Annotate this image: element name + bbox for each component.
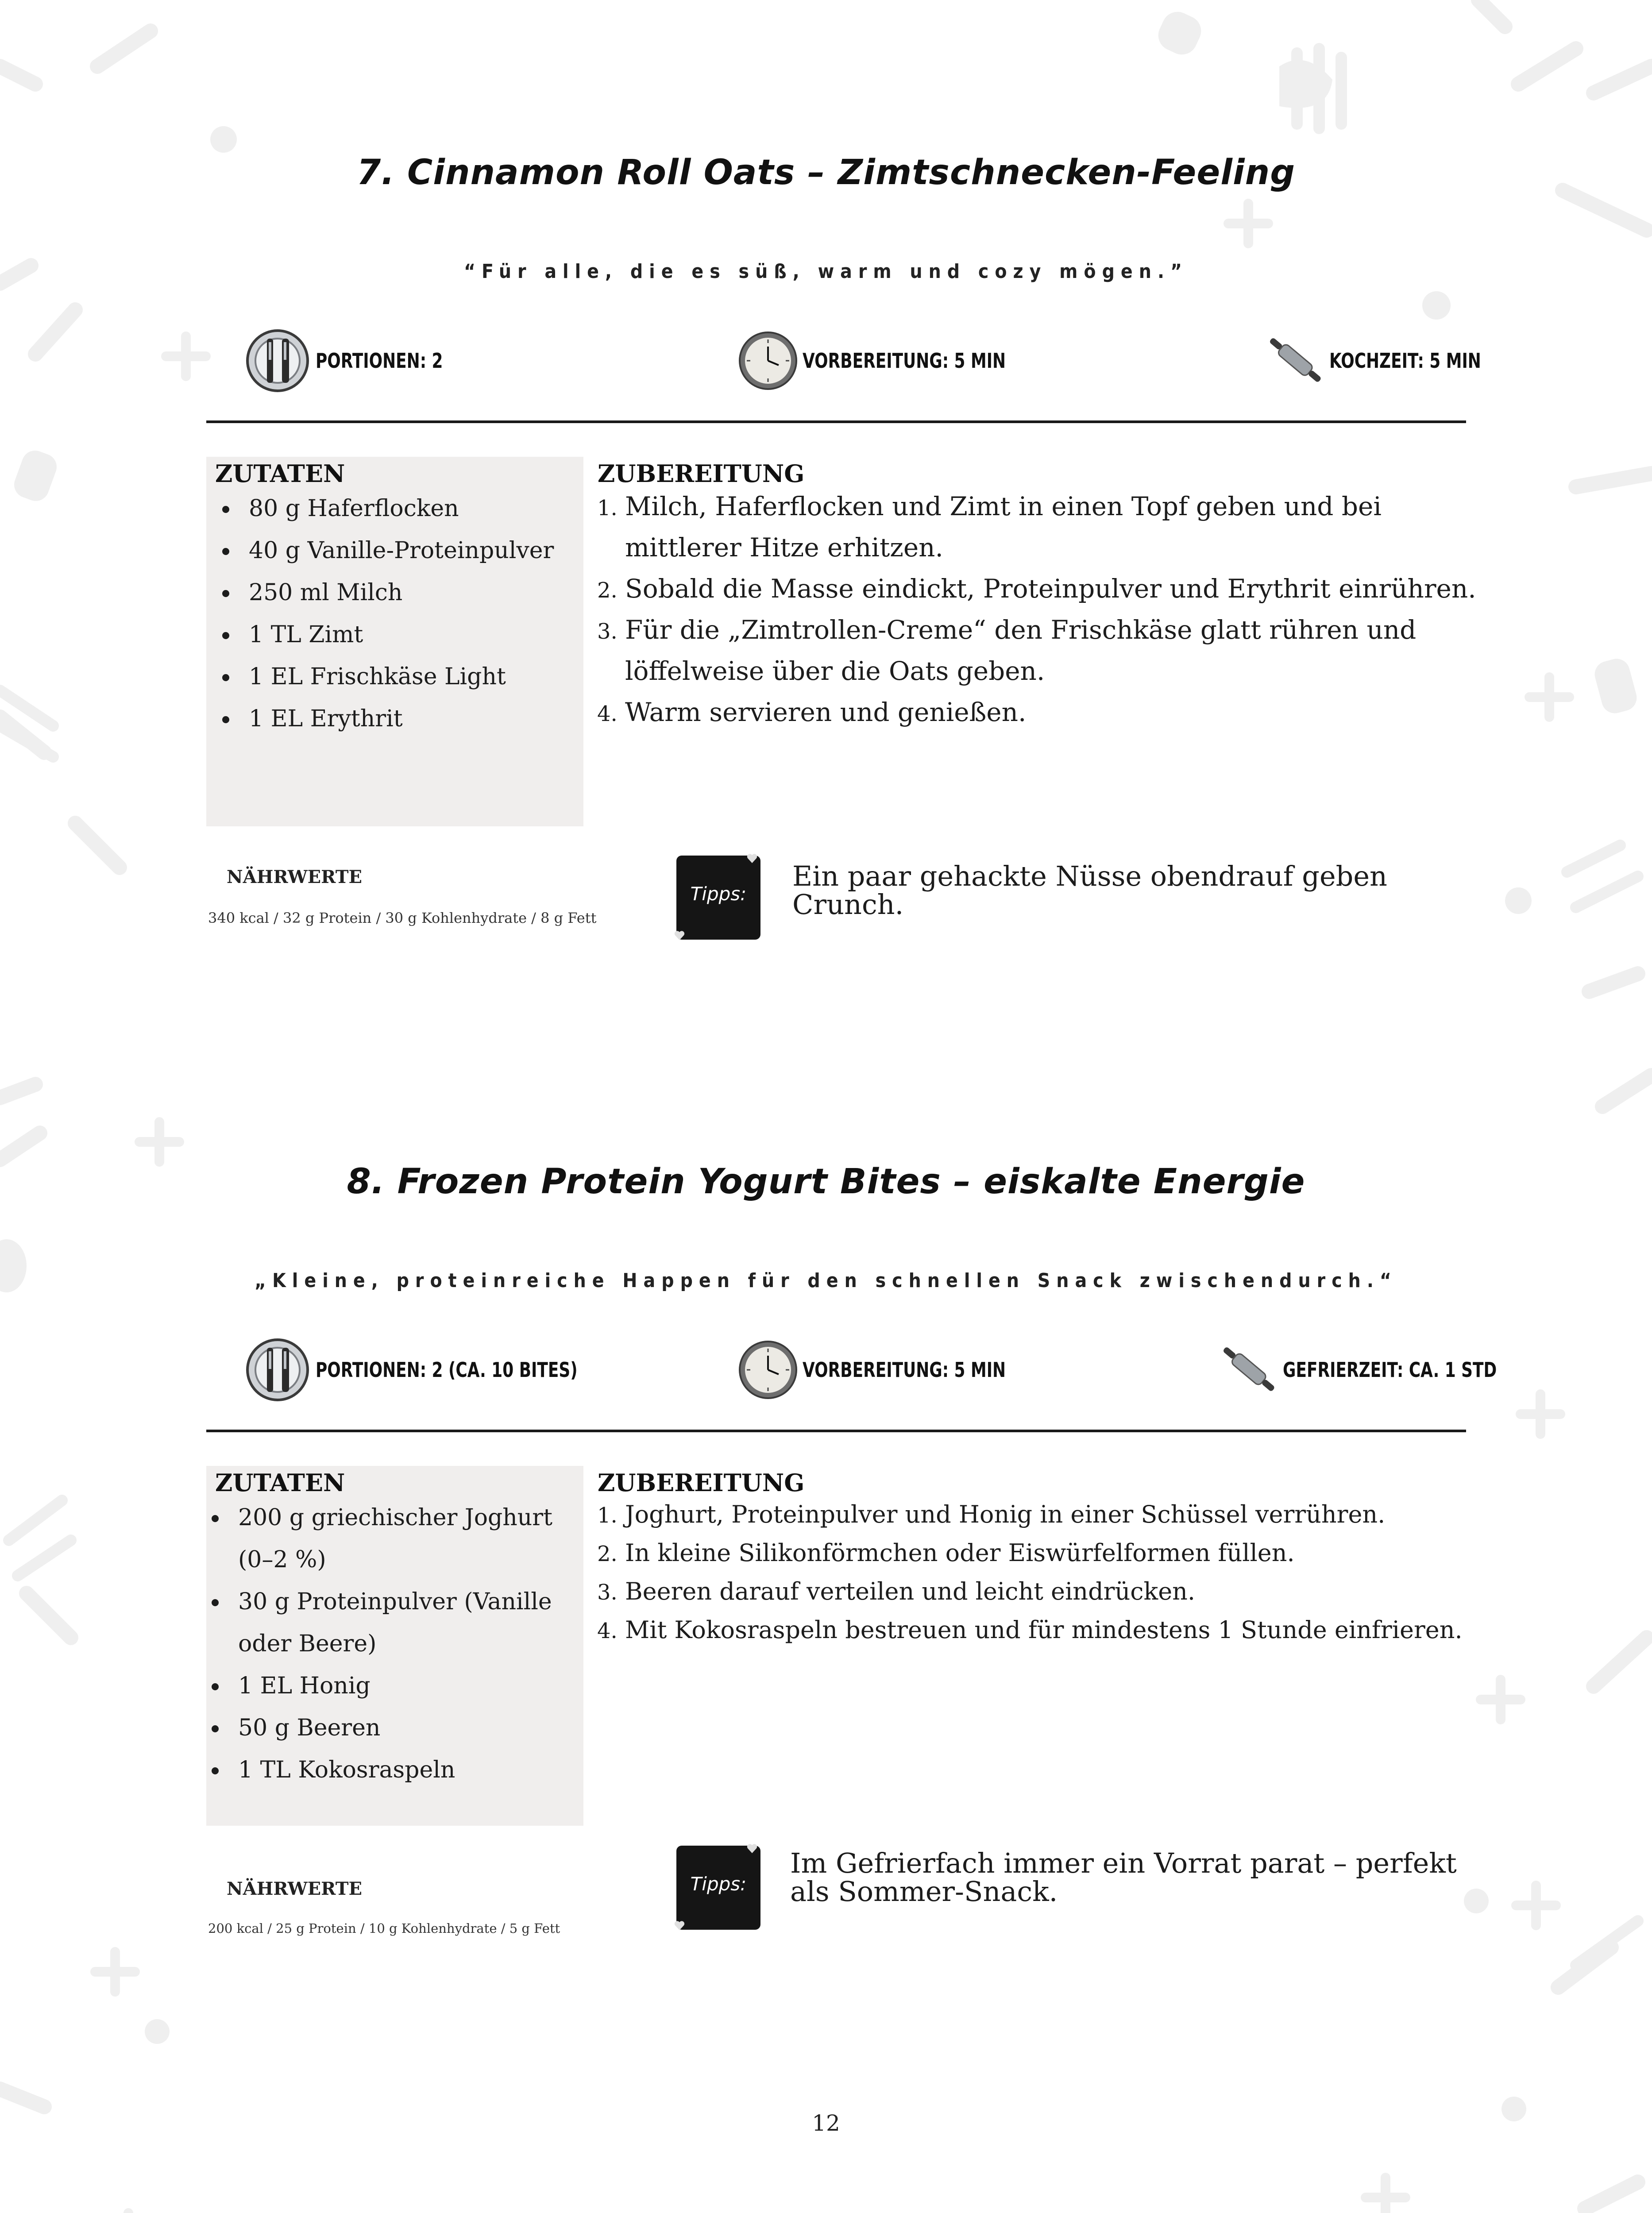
ingredient-item: • 80 g Haferflocken bbox=[239, 488, 602, 530]
step-item: 1. Milch, Haferflocken und Zimt in einen Topf geben und bei mittlerer Hitze erhitzen. bbox=[624, 486, 1505, 568]
step-item: 2. Sobald die Masse eindickt, Proteinpulver und Erythrit einrühren. bbox=[624, 568, 1505, 609]
tips-badge bbox=[676, 856, 760, 940]
recipe-quote: „Kleine, proteinreiche Happen für den schnellen Snack zwischendurch.“ bbox=[255, 1269, 1397, 1292]
nutrition-values: 340 kcal / 32 g Protein / 30 g Kohlenhydrate / 8 g Fett bbox=[208, 910, 597, 926]
ingredients-box bbox=[206, 1466, 583, 1826]
rolling-pin-icon bbox=[1217, 1337, 1279, 1403]
ingredients-heading: ZUTATEN bbox=[215, 1469, 345, 1497]
recipe-title: 7. Cinnamon Roll Oats – Zimtschnecken-Feeling bbox=[356, 153, 1296, 193]
heart-icon bbox=[674, 1920, 685, 1932]
divider bbox=[206, 1430, 1466, 1432]
portions-label: PORTIONEN: 2 bbox=[316, 349, 443, 373]
ingredient-item: • 40 g Vanille-Proteinpulver bbox=[239, 530, 602, 572]
prep-label: VORBEREITUNG: 5 MIN bbox=[803, 349, 1006, 373]
tip-text: Ein paar gehackte Nüsse obendrauf geben Crunch. bbox=[792, 860, 1387, 921]
step-item: 4. Mit Kokosraspeln bestreuen und für mindestens 1 Stunde einfrieren. bbox=[624, 1611, 1505, 1649]
plate-cutlery-icon bbox=[246, 325, 312, 396]
tips-label: Tipps: bbox=[690, 883, 747, 905]
ingredient-item: • 1 TL Zimt bbox=[239, 614, 602, 656]
preparation-heading: ZUBEREITUNG bbox=[598, 1469, 805, 1497]
ingredient-item: • 30 g Proteinpulver (Vanille oder Beere) bbox=[228, 1581, 591, 1665]
tip-text: Im Gefrierfach immer ein Vorrat parat – perfekt als Sommer-Snack. bbox=[790, 1847, 1457, 1908]
prep-info bbox=[737, 325, 1063, 396]
step-item: 3. Für die „Zimtrollen-Creme“ den Frischkäse glatt rühren und löffelweise über die Oats geben. bbox=[624, 609, 1505, 692]
page-number: 12 bbox=[812, 2110, 840, 2136]
recipe-quote: “Für alle, die es süß, warm und cozy mögen.” bbox=[463, 260, 1189, 283]
rolling-pin-icon bbox=[1264, 328, 1326, 394]
ingredients-box bbox=[206, 457, 583, 826]
heart-icon bbox=[746, 853, 758, 864]
ingredient-item: • 250 ml Milch bbox=[239, 572, 602, 614]
preparation-steps bbox=[598, 1495, 1505, 1649]
clock-icon bbox=[737, 330, 799, 392]
divider bbox=[206, 420, 1466, 423]
preparation-steps bbox=[598, 486, 1505, 733]
cook-time-info bbox=[1264, 325, 1524, 396]
step-item: 3. Beeren darauf verteilen und leicht eindrücken. bbox=[624, 1572, 1505, 1611]
tips-label: Tipps: bbox=[690, 1873, 747, 1895]
prep-label: VORBEREITUNG: 5 MIN bbox=[803, 1358, 1006, 1382]
nutrition-values: 200 kcal / 25 g Protein / 10 g Kohlenhydrate / 5 g Fett bbox=[208, 1921, 560, 1936]
step-item: 1. Joghurt, Proteinpulver und Honig in einer Schüssel verrühren. bbox=[624, 1495, 1505, 1534]
ingredients-list bbox=[215, 1497, 591, 1791]
tips-badge bbox=[676, 1846, 760, 1930]
clock-icon bbox=[737, 1339, 799, 1401]
ingredient-item: • 50 g Beeren bbox=[228, 1707, 591, 1749]
portions-label: PORTIONEN: 2 (CA. 10 BITES) bbox=[316, 1358, 578, 1382]
freeze-time-info bbox=[1217, 1334, 1557, 1405]
prep-info bbox=[737, 1334, 1063, 1405]
heart-icon bbox=[746, 1843, 758, 1854]
plate-cutlery-icon bbox=[246, 1334, 312, 1405]
ingredient-item: • 1 EL Erythrit bbox=[239, 698, 602, 740]
portions-info bbox=[246, 325, 479, 396]
heart-icon bbox=[674, 930, 685, 941]
ingredients-list bbox=[215, 488, 602, 740]
nutrition-heading: NÄHRWERTE bbox=[227, 867, 362, 887]
step-item: 2. In kleine Silikonförmchen oder Eiswürfelformen füllen. bbox=[624, 1534, 1505, 1572]
ingredient-item: • 200 g griechischer Joghurt (0–2 %) bbox=[228, 1497, 591, 1581]
portions-info bbox=[246, 1334, 652, 1405]
ingredients-heading: ZUTATEN bbox=[215, 459, 345, 488]
ingredient-item: • 1 EL Honig bbox=[228, 1665, 591, 1707]
step-item: 4. Warm servieren und genießen. bbox=[624, 692, 1505, 733]
ingredient-item: • 1 EL Frischkäse Light bbox=[239, 656, 602, 698]
freeze-time-label: GEFRIERZEIT: CA. 1 STD bbox=[1283, 1358, 1497, 1382]
cook-time-label: KOCHZEIT: 5 MIN bbox=[1329, 349, 1481, 373]
nutrition-heading: NÄHRWERTE bbox=[227, 1878, 362, 1899]
ingredient-item: • 1 TL Kokosraspeln bbox=[228, 1749, 591, 1791]
preparation-heading: ZUBEREITUNG bbox=[598, 459, 805, 488]
recipe-title: 8. Frozen Protein Yogurt Bites – eiskalte Energie bbox=[347, 1162, 1305, 1202]
